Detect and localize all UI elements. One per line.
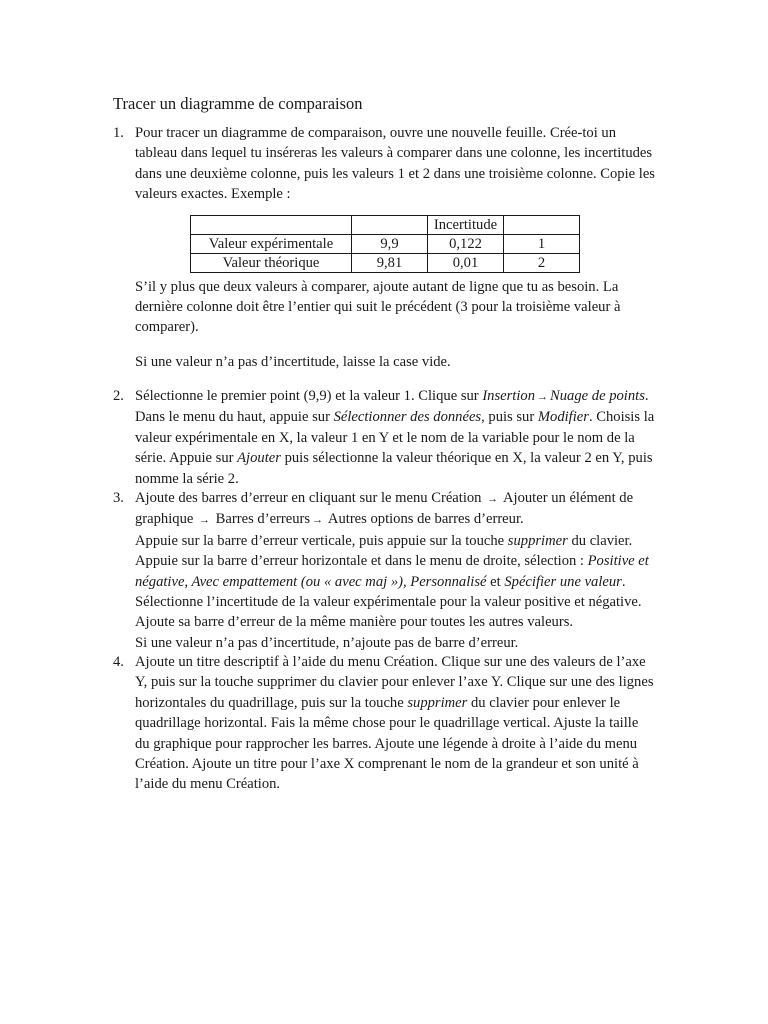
document-title: Tracer un diagramme de comparaison (113, 94, 363, 113)
list-number: 1. (113, 125, 124, 141)
paragraph: Si une valeur n’a pas d’incertitude, n’ajoute pas de barre d’erreur. (135, 634, 519, 651)
paragraph: Ajoute un titre descriptif à l’aide du menu Création. Clique sur une des valeurs de l’axe Y, puis sur la touche supprimer du clavier pour enlever l’axe Y. Clique sur une des lignes horizontales du quadrillage, puis sur la touche supprimer du clavier pour enlever le quadrillage horizontal. Fais la même chose pour le quadrillage vertical. Ajuste la taille du graphique pour rapprocher les barres. Ajoute une légende à droite à l’aide du menu Création. Ajoute un titre pour l’axe X comprenant le nom de la grandeur et son unité à l’aide du menu Création. (135, 654, 654, 793)
arrow-icon: → (537, 391, 549, 403)
paragraph: Pour tracer un diagramme de comparaison, ouvre une nouvelle feuille. Crée-toi un tableau dans lequel tu inséreras les valeurs à comparer dans une colonne, les incertitudes dans une deuxième colonne, puis les valeurs 1 et 2 dans une troisième colonne. Copie les valeurs exactes. Exemple : (135, 125, 655, 203)
table-header-row (191, 215, 580, 234)
list-item-1 (113, 123, 655, 372)
arrow-icon: → (312, 514, 324, 527)
table-cell: 2 (504, 253, 580, 272)
arrow-icon: → (487, 493, 499, 505)
list-number: 3. (113, 490, 124, 506)
table-cell: 9,9 (352, 234, 428, 253)
table-cell (504, 215, 580, 234)
list-item-4 (113, 652, 655, 795)
list-item-2 (113, 386, 655, 489)
list-number: 2. (113, 388, 124, 404)
table-cell: Valeur expérimentale (191, 234, 352, 253)
table-cell: 0,122 (428, 234, 504, 253)
list-number: 4. (113, 654, 124, 670)
table-cell: 1 (504, 234, 580, 253)
table-cell (352, 215, 428, 234)
paragraph: Appuie sur la barre d’erreur verticale, puis appuie sur la touche supprimer du clavier. Appuie sur la barre d’erreur horizontale et dans le menu de droite, sélection : Positive et négative, Avec empattement (ou « avec maj »), Personnalisé et Spécifier une valeur. Sélectionne l’incertitude de la valeur expérimentale pour la valeur positive et négative. Ajoute sa barre d’erreur de la même manière pour toutes les autres valeurs. (135, 532, 649, 631)
paragraph: Ajoute des barres d’erreur en cliquant sur le menu Création → Ajouter un élément de graphique → Barres d’erreurs → Autres options de barres d’erreur. (135, 490, 634, 528)
table-row (191, 234, 580, 253)
table-row (191, 253, 580, 272)
table-cell (191, 215, 352, 234)
table-cell: 0,01 (428, 253, 504, 272)
example-table (190, 215, 580, 273)
list-item-3 (113, 488, 655, 653)
paragraph: Si une valeur n’a pas d’incertitude, laisse la case vide. (135, 353, 451, 370)
table-cell: 9,81 (352, 253, 428, 272)
paragraph: S’il y plus que deux valeurs à comparer, ajoute autant de ligne que tu as besoin. La dernière colonne doit être l’entier qui suit le précédent (3 pour la troisième valeur à comparer). (135, 278, 621, 336)
table-cell: Incertitude (428, 215, 504, 234)
table-cell: Valeur théorique (191, 253, 352, 272)
paragraph: Sélectionne le premier point (9,9) et la valeur 1. Clique sur Insertion → Nuage de points. Dans le menu du haut, appuie sur Sélectionner des données, puis sur Modifier. Choisis la valeur expérimentale en X, la valeur 1 en Y et le nom de la variable pour le nom de la série. Appuie sur Ajouter puis sélectionne la valeur théorique en X, la valeur 2 en Y, puis nomme la série 2. (135, 388, 655, 487)
arrow-icon: → (199, 514, 211, 527)
